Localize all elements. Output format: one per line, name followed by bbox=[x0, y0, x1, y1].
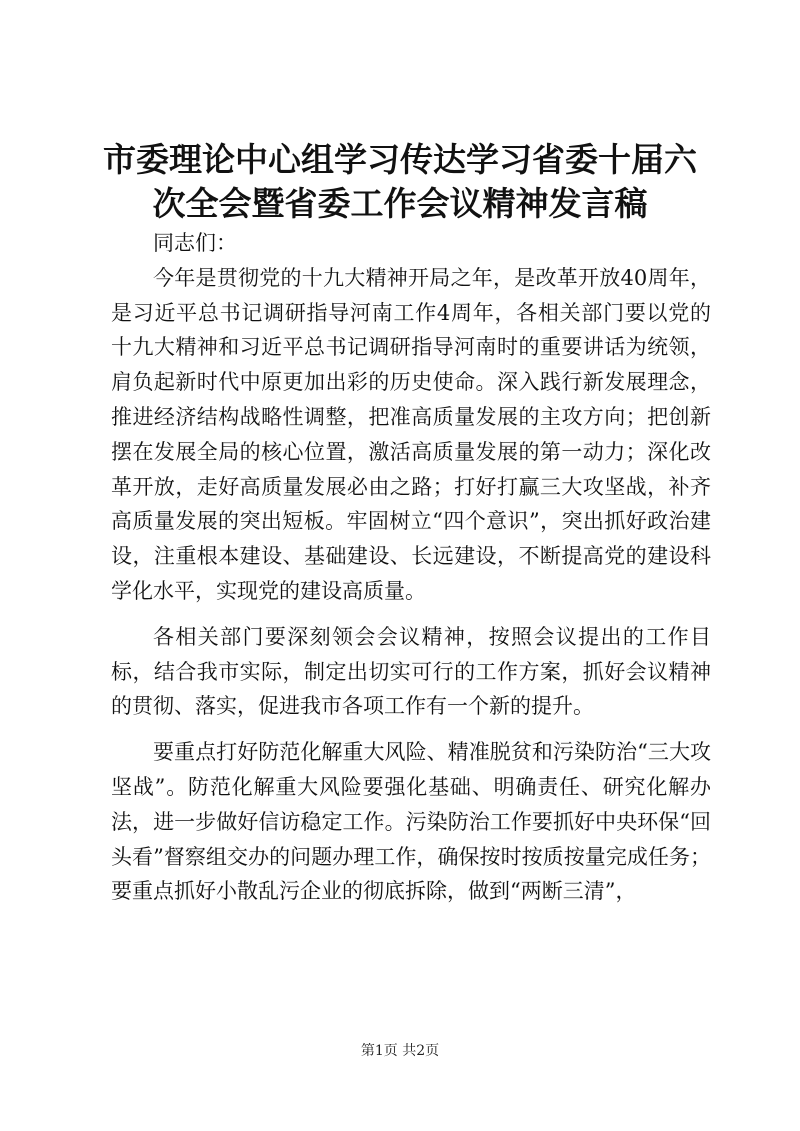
page-footer: 第1页 共2页 bbox=[360, 1043, 440, 1059]
paragraph-3: 要重点打好防范化解重大风险、精准脱贫和污染防治“三大攻坚战”。防范化解重大风险要强化基础、明确责任、研究化解办法，进一步做好信访稳定工作。污染防治工作要抓好中央环保“回头看”督察组交办的问题办理工作，确保按时按质按量完成任务；要重点抓好小散乱污企业的彻底拆除，做到“两断三清”， bbox=[111, 740, 711, 904]
document-title: 市委理论中心组学习传达学习省委十届六次全会暨省委工作会议精神发言稿 bbox=[103, 140, 697, 223]
paragraph-1: 今年是贯彻党的十九大精神开局之年，是改革开放40周年，是习近平总书记调研指导河南工作4周年，各相关部门要以党的十九大精神和习近平总书记调研指导河南时的重要讲话为统领，肩负起新时代中原更加出彩的历史使命。深入践行新发展理念，推进经济结构战略性调整，把准高质量发展的主攻方向；把创新摆在发展全局的核心位置，激活高质量发展的第一动力；深化改革开放，走好高质量发展必由之路；打好打赢三大攻坚战，补齐高质量发展的突出短板。牢固树立“四个意识”，突出抓好政治建设，注重根本建设、基础建设、长远建设，不断提高党的建设科学化水平，实现党的建设高质量。 bbox=[111, 265, 711, 603]
paragraph-2: 各相关部门要深刻领会会议精神，按照会议提出的工作目标，结合我市实际，制定出切实可行的工作方案，抓好会议精神的贯彻、落实，促进我市各项工作有一个新的提升。 bbox=[111, 624, 711, 719]
document-body bbox=[111, 226, 711, 909]
salutation: 同志们： bbox=[153, 231, 237, 255]
